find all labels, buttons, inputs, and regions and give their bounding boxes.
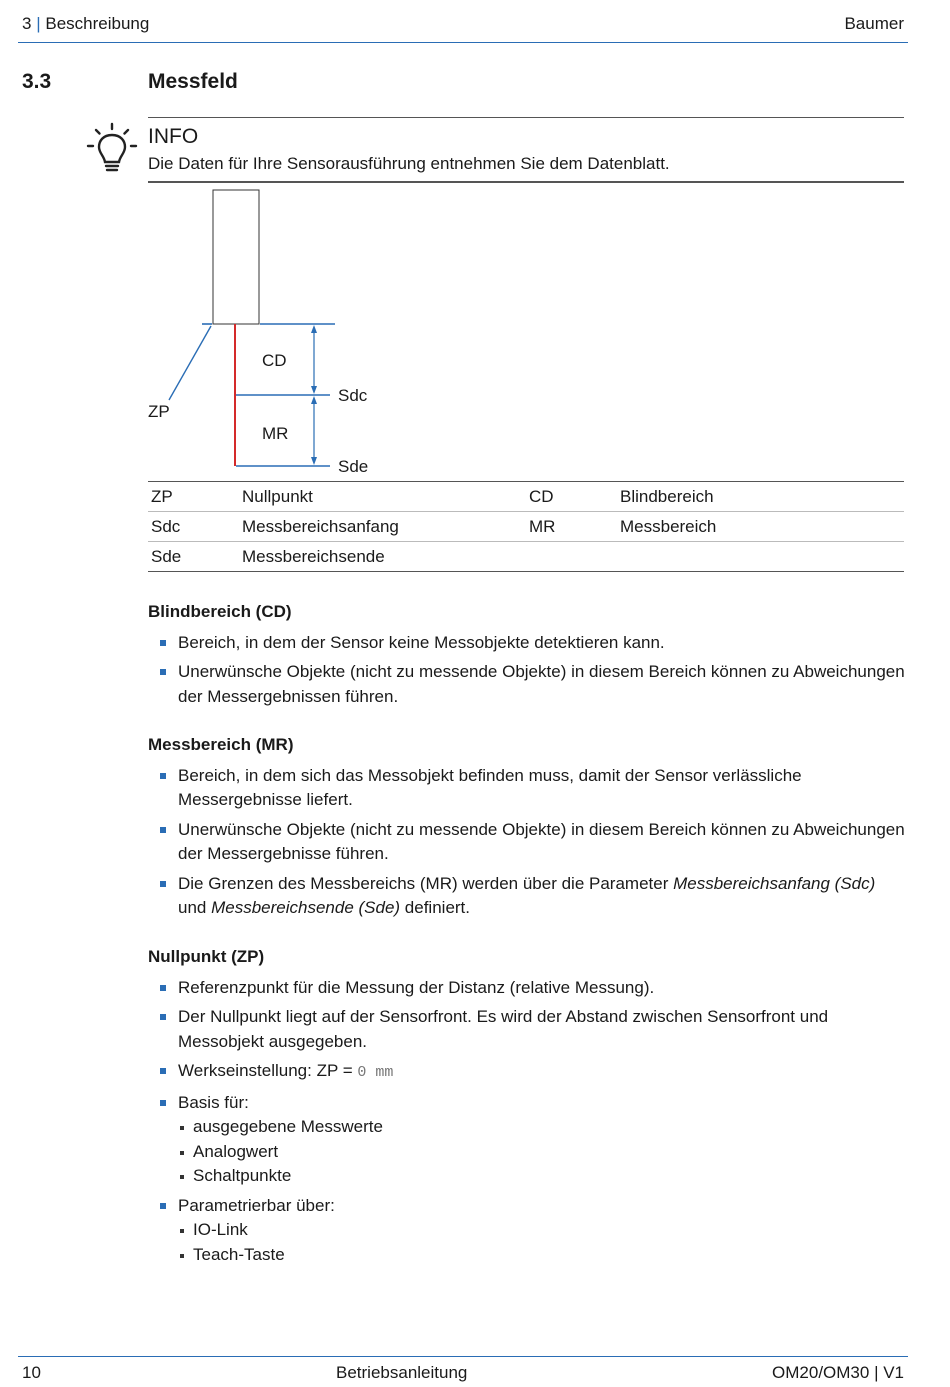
sub-list-item: ausgegebene Messwerte — [178, 1115, 908, 1140]
legend-term — [526, 542, 617, 572]
sub-list — [178, 1115, 908, 1189]
header-separator: | — [36, 14, 41, 33]
mess-heading: Messbereich (MR) — [148, 735, 294, 754]
footer-page-number: 10 — [22, 1363, 41, 1382]
list-item-text: Die Grenzen des Messbereichs (MR) werden über die Parameter — [178, 873, 674, 893]
list-item — [148, 1091, 908, 1189]
sub-list — [178, 1218, 908, 1267]
section-title: Messfeld — [148, 70, 238, 93]
factory-value: 0 mm — [357, 1064, 394, 1081]
header-chapter-title: Beschreibung — [45, 14, 150, 33]
null-list — [148, 976, 908, 1268]
list-item: Unerwünsche Objekte (nicht zu messende Objekte) in diesem Bereich können zu Abweichungen der Messergebnissen führen. — [148, 660, 908, 709]
sensor-body — [213, 190, 259, 324]
zp-leader-line — [169, 326, 211, 400]
sde-label: Sde — [338, 457, 369, 476]
cd-arrow-bottom — [311, 386, 317, 394]
list-item-text: Werkseinstellung: ZP = — [178, 1061, 358, 1080]
table-row — [148, 482, 904, 512]
header-brand: Baumer — [844, 14, 904, 33]
legend-definition: Messbereich — [617, 512, 904, 542]
list-item — [148, 1194, 908, 1268]
section-number: 3.3 — [22, 70, 52, 93]
null-section — [148, 945, 908, 1272]
list-item: Der Nullpunkt liegt auf der Sensorfront. Es wird der Abstand zwischen Sensorfront und Messobjekt ausgegeben. — [148, 1005, 908, 1054]
blind-section — [148, 600, 908, 714]
list-item-text: Parametrierbar über: — [178, 1195, 335, 1215]
legend-definition — [617, 542, 904, 572]
list-item — [148, 872, 908, 921]
list-item: Referenzpunkt für die Messung der Distanz (relative Messung). — [148, 976, 908, 1001]
mr-arrow-bottom — [311, 457, 317, 465]
blind-heading: Blindbereich (CD) — [148, 602, 292, 621]
zp-label: ZP — [148, 402, 170, 421]
list-item-param: Messbereichsende (Sde) — [211, 898, 401, 917]
legend-term: Sde — [148, 542, 239, 572]
header-chapter — [22, 14, 149, 34]
lightbulb-icon — [86, 122, 138, 174]
table-row — [148, 542, 904, 572]
legend-definition: Messbereichsende — [239, 542, 526, 572]
sub-list-item: IO-Link — [178, 1218, 908, 1243]
list-item: Bereich, in dem der Sensor keine Messobjekte detektieren kann. — [148, 631, 908, 656]
sub-list-item: Schaltpunkte — [178, 1164, 908, 1189]
blind-list — [148, 631, 908, 710]
list-item-text: definiert. — [400, 898, 471, 917]
header-chapter-number: 3 — [22, 14, 32, 33]
info-bottom-rule — [148, 181, 904, 183]
sub-list-item: Analogwert — [178, 1140, 908, 1165]
legend-definition: Messbereichsanfang — [239, 512, 526, 542]
list-item-text: Basis für: — [178, 1092, 249, 1112]
info-top-rule — [148, 117, 904, 118]
legend-term: CD — [526, 482, 617, 512]
sub-list-item: Teach-Taste — [178, 1243, 908, 1268]
cd-arrow-top — [311, 325, 317, 333]
legend-term: ZP — [148, 482, 239, 512]
sdc-label: Sdc — [338, 386, 368, 405]
list-item-text: und — [178, 898, 212, 917]
header-rule — [18, 42, 908, 43]
legend-term: MR — [526, 512, 617, 542]
info-text: Die Daten für Ihre Sensorausführung entnehmen Sie dem Datenblatt. — [148, 154, 670, 173]
list-item: Unerwünsche Objekte (nicht zu messende Objekte) in diesem Bereich können zu Abweichungen der Messergebnisse führen. — [148, 818, 908, 867]
mr-arrow-top — [311, 396, 317, 404]
list-item — [148, 1059, 908, 1086]
cd-label: CD — [262, 351, 287, 370]
null-heading: Nullpunkt (ZP) — [148, 947, 265, 966]
list-item-param: Messbereichsanfang (Sdc) — [673, 873, 876, 893]
footer-doc-title: Betriebsanleitung — [336, 1363, 468, 1382]
legend-definition: Nullpunkt — [239, 482, 526, 512]
footer-rule — [18, 1356, 908, 1357]
legend-term: Sdc — [148, 512, 239, 542]
footer-model: OM20/OM30 | V1 — [772, 1363, 904, 1382]
mess-list — [148, 764, 908, 921]
legend-definition: Blindbereich — [617, 482, 904, 512]
legend-table — [148, 482, 904, 572]
mess-section — [148, 733, 908, 926]
list-item: Bereich, in dem sich das Messobjekt befinden muss, damit der Sensor verlässliche Messergebnisse liefert. — [148, 764, 908, 813]
measurement-field-diagram — [140, 186, 380, 486]
info-title: INFO — [148, 125, 199, 148]
table-row — [148, 512, 904, 542]
mr-label: MR — [262, 424, 289, 443]
